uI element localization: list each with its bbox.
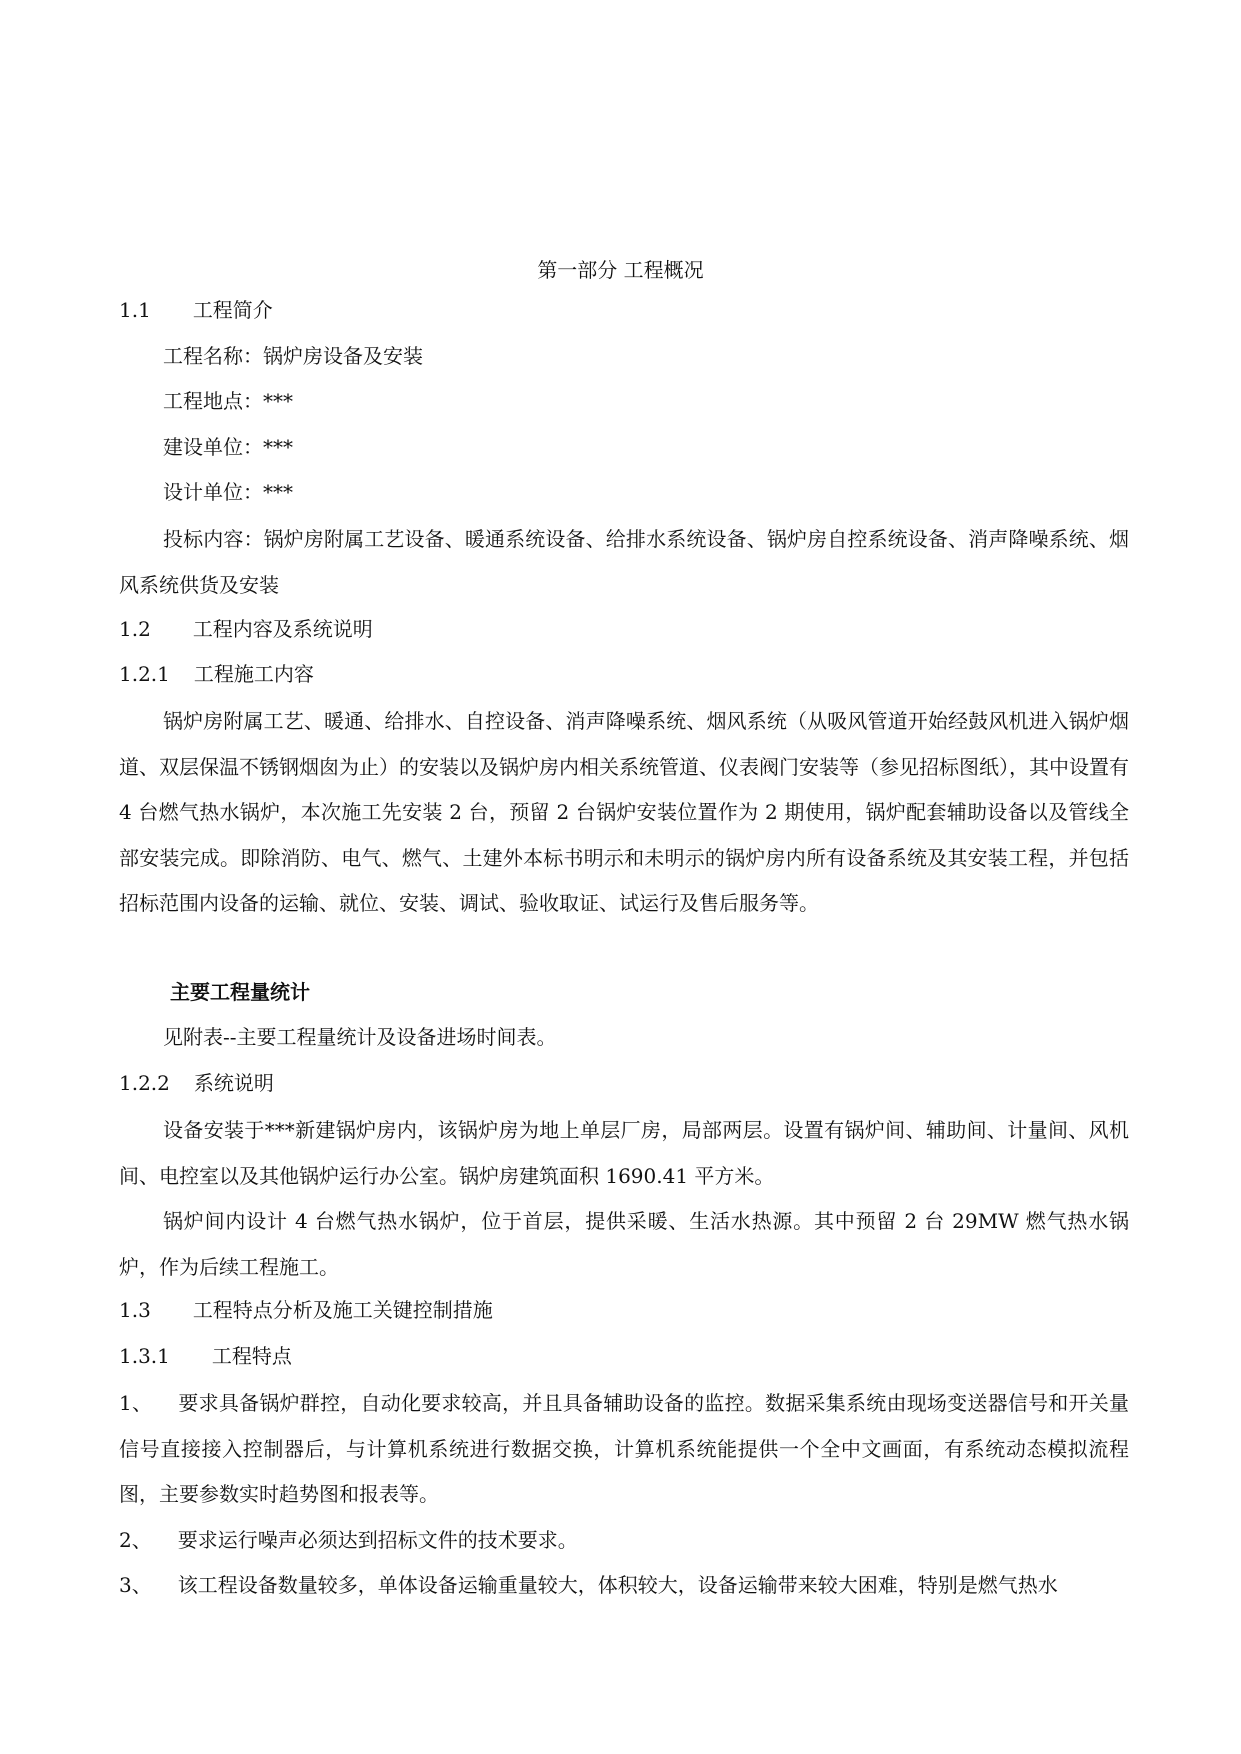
system-description-2: 锅炉间内设计 4 台燃气热水锅炉，位于首层，提供采暖、生活水热源。其中预留 2 台 29MW 燃气热水锅炉，作为后续工程施工。 — [119, 1209, 1129, 1279]
feature-item-1 — [119, 1381, 1129, 1518]
project-designer: 设计单位：*** — [163, 480, 293, 504]
list-text: 要求运行噪声必须达到招标文件的技术要求。 — [177, 1528, 578, 1552]
list-number: 1、 — [119, 1391, 153, 1415]
section-1-3-1-heading — [119, 1342, 1129, 1370]
main-stats-text: 见附表--主要工程量统计及设备进场时间表。 — [163, 1025, 557, 1049]
project-builder: 建设单位：*** — [163, 435, 293, 459]
section-label: 工程简介 — [192, 298, 273, 322]
system-description-1: 设备安装于***新建锅炉房内，该锅炉房为地上单层厂房，局部两层。设置有锅炉间、辅助间、计量间、风机间、电控室以及其他锅炉运行办公室。锅炉房建筑面积 1690.41 平方米。 — [119, 1118, 1129, 1188]
section-1-2-heading — [119, 615, 1129, 643]
construction-content: 锅炉房附属工艺、暖通、给排水、自控设备、消声降噪系统、烟风系统（从吸风管道开始经鼓风机进入锅炉烟道、双层保温不锈钢烟囱为止）的安装以及锅炉房内相关系统管道、仪表阀门安装等（参见招标图纸），其中设置有 4 台燃气热水锅炉，本次施工先安装 2 台，预留 2 台锅炉安装位置作为 2 期使用，锅炉配套辅助设备以及管线全部安装完成。即除消防、电气、燃气、土建外本标书明示和未明示的锅炉房内所有设备系统及其安装工程，并包括招标范围内设备的运输、就位、安装、调试、验收取证、试运行及售后服务等。 — [119, 709, 1129, 915]
list-text: 要求具备锅炉群控，自动化要求较高，并且具备辅助设备的监控。数据采集系统由现场变送器信号和开关量信号直接接入控制器后，与计算机系统进行数据交换，计算机系统能提供一个全中文画面，有系统动态模拟流程图，主要参数实时趋势图和报表等。 — [119, 1391, 1129, 1506]
section-label: 工程特点分析及施工关键控制措施 — [192, 1298, 493, 1322]
section-number: 1.2 — [119, 617, 151, 641]
list-text: 该工程设备数量较多，单体设备运输重量较大，体积较大，设备运输带来较大困难，特别是燃气热水 — [177, 1573, 1058, 1597]
page-title: 第一部分 工程概况 — [537, 258, 704, 282]
section-1-3-heading — [119, 1296, 1129, 1324]
bid-content: 投标内容：锅炉房附属工艺设备、暖通系统设备、给排水系统设备、锅炉房自控系统设备、消声降噪系统、烟风系统供货及安装 — [119, 527, 1129, 597]
section-number: 1.3.1 — [119, 1344, 170, 1368]
section-label: 工程内容及系统说明 — [192, 617, 373, 641]
section-number: 1.3 — [119, 1298, 151, 1322]
main-stats-heading: 主要工程量统计 — [170, 980, 310, 1004]
section-1-2-1-heading — [119, 660, 1129, 688]
section-1-2-2-heading — [119, 1069, 1129, 1097]
project-location: 工程地点：*** — [163, 389, 293, 413]
section-label: 系统说明 — [193, 1071, 274, 1095]
section-label: 工程施工内容 — [193, 662, 314, 686]
feature-item-3 — [119, 1563, 1129, 1609]
section-number: 1.1 — [119, 298, 151, 322]
list-number: 3、 — [119, 1573, 152, 1597]
feature-item-2 — [119, 1518, 1129, 1564]
section-number: 1.2.1 — [119, 662, 170, 686]
section-number: 1.2.2 — [119, 1071, 170, 1095]
list-number: 2、 — [119, 1528, 152, 1552]
section-label: 工程特点 — [211, 1344, 292, 1368]
project-name: 工程名称：锅炉房设备及安装 — [163, 344, 423, 368]
section-1-1-heading — [119, 296, 1129, 324]
